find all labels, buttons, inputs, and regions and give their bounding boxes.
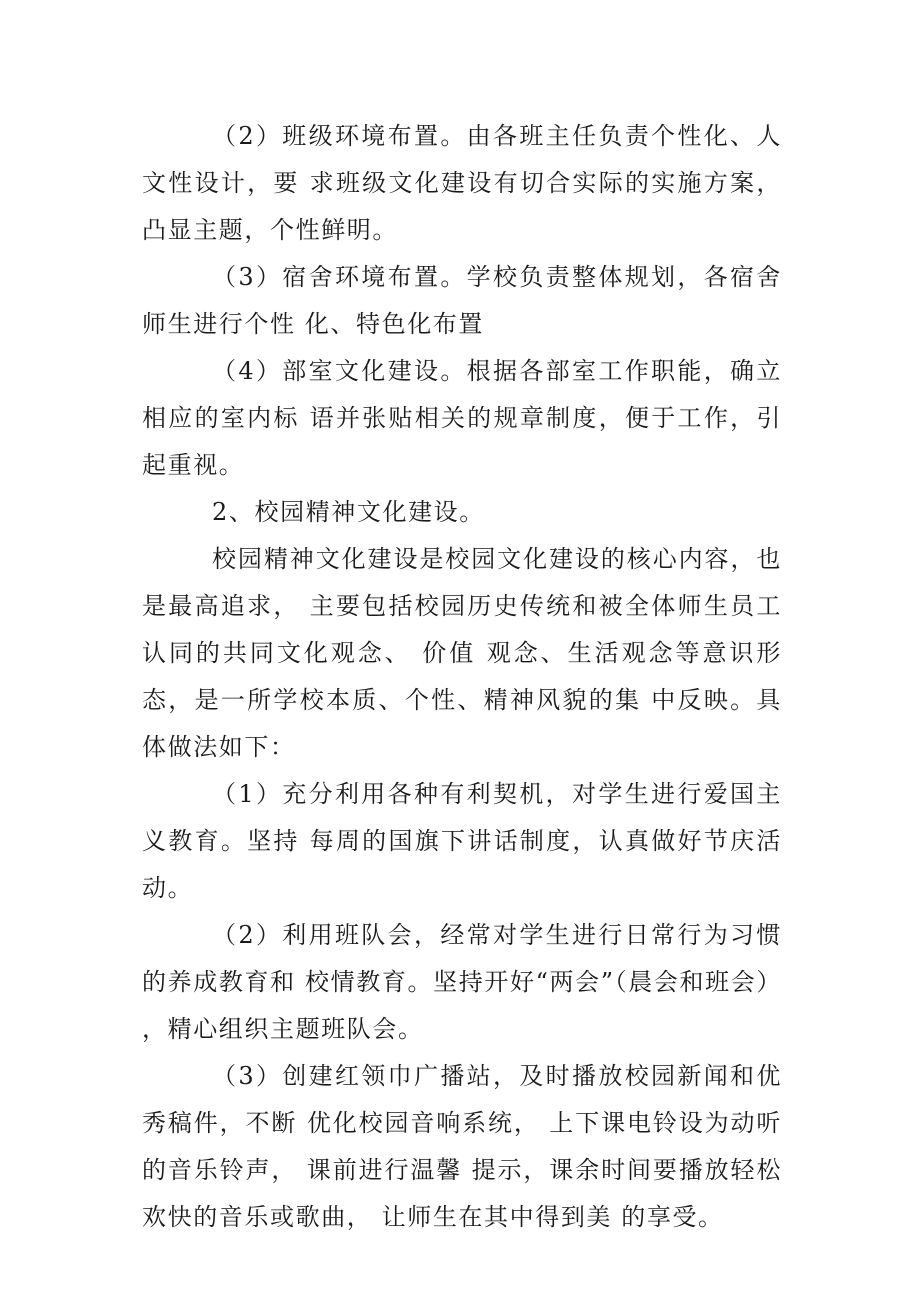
paragraph-department-culture: （4）部室文化建设。根据各部室工作职能，确立相应的室内标 语并张贴相关的规章制度，便于工作，引起重视。	[142, 357, 782, 479]
document-body	[142, 113, 782, 1241]
section-heading-spiritual-culture: 2、校园精神文化建设。	[212, 498, 485, 526]
paragraph-class-environment: （2）班级环境布置。由各班主任负责个性化、人文性设计，要 求班级文化建设有切合实际的实施方案，凸显主题，个性鲜明。	[142, 122, 782, 244]
paragraph-spiritual-culture-intro: 校园精神文化建设是校园文化建设的核心内容，也是最高追求， 主要包括校园历史传统和被全体师生员工认同的共同文化观念、 价值 观念、生活观念等意识形态，是一所学校本质、个性、精神风貌的集 中反映。具体做法如下：	[142, 545, 782, 761]
paragraph-class-meeting: （2）利用班队会，经常对学生进行日常行为习惯的养成教育和 校情教育。坚持开好“两会”（晨会和班会） ，精心组织主题班队会。	[142, 921, 782, 1043]
paragraph-dorm-environment: （3）宿舍环境布置。学校负责整体规划，各宿舍师生进行个性 化、特色化布置	[142, 263, 782, 338]
paragraph-patriotic-education: （1）充分利用各种有利契机，对学生进行爱国主义教育。坚持 每周的国旗下讲话制度，认真做好节庆活动。	[142, 780, 782, 902]
paragraph-radio-station: （3）创建红领巾广播站，及时播放校园新闻和优秀稿件，不断 优化校园音响系统， 上下课电铃设为动听的音乐铃声， 课前进行温馨 提示，课余时间要播放轻松欢快的音乐或歌曲， 让师生在其中得到美 的享受。	[142, 1062, 782, 1231]
